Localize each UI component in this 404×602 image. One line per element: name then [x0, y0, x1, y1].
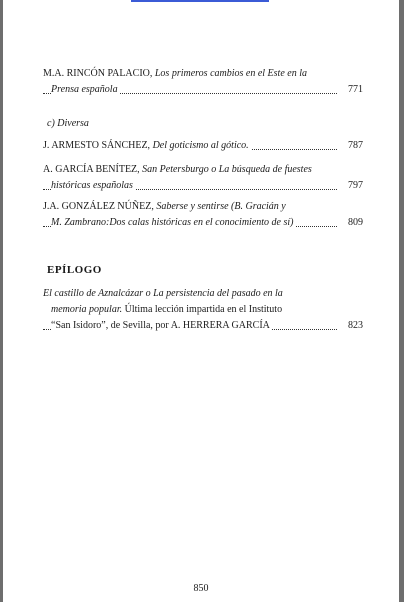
toc-author: J.A. GONZÁLEZ NÚÑEZ,	[43, 201, 154, 212]
toc-entry-line	[43, 178, 363, 194]
toc-author: A. GARCÍA BENÍTEZ,	[43, 164, 140, 175]
toc-title: Los primeros cambios en el Este en la	[154, 68, 307, 79]
toc-page-number: 823	[341, 318, 363, 334]
toc-author: J. ARMESTO SÁNCHEZ,	[43, 140, 151, 151]
toc-entry-line	[43, 215, 363, 231]
toc-page-number: 797	[341, 178, 363, 194]
toc-entry-line	[43, 318, 363, 334]
viewer-top-bar	[131, 0, 269, 2]
toc-entry-gonzalez	[43, 199, 363, 231]
document-page	[3, 0, 399, 602]
toc-title: históricas españolas	[51, 180, 133, 191]
toc-entry-rincon	[43, 66, 363, 98]
toc-title: Prensa española	[51, 84, 118, 95]
toc-entry-line	[43, 162, 363, 178]
page-number: 850	[193, 583, 209, 594]
toc-entry-line	[43, 82, 363, 98]
toc-entry-line	[43, 302, 363, 318]
toc-entry-line	[43, 199, 363, 215]
toc-title: Del goticismo al gótico.	[152, 140, 249, 151]
toc-text: Última lección impartida en el Instituto	[122, 304, 283, 315]
epilogue-heading: EPÍLOGO	[47, 264, 102, 276]
toc-entry-line	[43, 138, 363, 154]
toc-title: El castillo de Aznalcázar o La persistencia del pasado en la	[43, 288, 283, 299]
toc-title: San Petersburgo o La búsqueda de fuestes	[142, 164, 312, 175]
section-label: c) Diversa	[47, 118, 89, 129]
toc-entry-epilogue	[43, 286, 363, 334]
toc-page-number: 771	[341, 82, 363, 98]
toc-entry-line	[43, 286, 363, 302]
toc-title: memoria popular.	[51, 304, 123, 315]
toc-title: Saberse y sentirse (B. Gracián y	[156, 201, 286, 212]
toc-author: M.A. RINCÓN PALACIO,	[43, 68, 153, 79]
toc-entry-garcia-benitez	[43, 162, 363, 194]
toc-entry-line	[43, 66, 363, 82]
toc-title: M. Zambrano:Dos calas históricas en el conocimiento de sí)	[51, 217, 294, 228]
toc-page-number: 787	[341, 138, 363, 154]
toc-page-number: 809	[341, 215, 363, 231]
toc-text: “San Isidoro”, de Sevilla, por A. HERRERA GARCÍA	[51, 320, 270, 331]
toc-entry-armesto	[43, 138, 363, 154]
